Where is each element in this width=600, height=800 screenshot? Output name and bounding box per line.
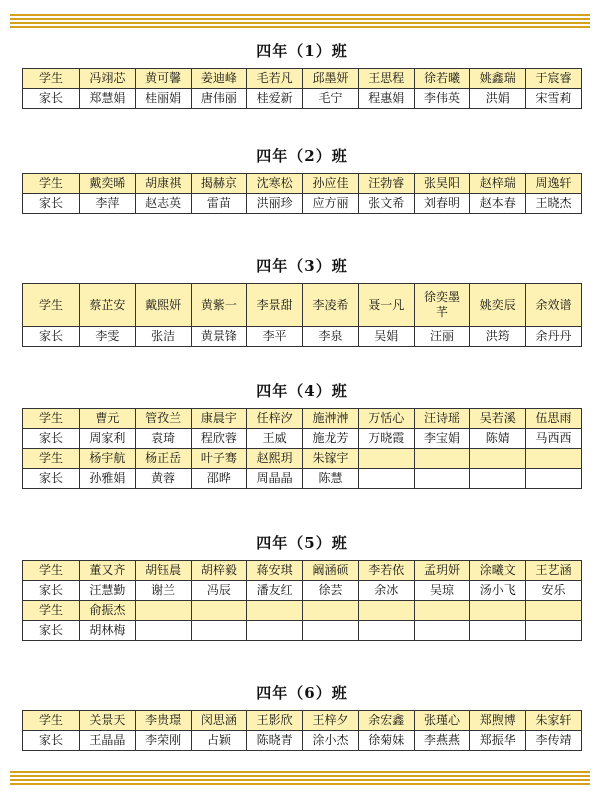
parent-row	[23, 194, 582, 214]
student-name-cell: 王思程	[358, 69, 414, 89]
parent-name-cell: 黄蓉	[135, 469, 191, 489]
student-name-cell: 李贵璟	[135, 711, 191, 731]
student-name-cell: 朱家轩	[526, 711, 582, 731]
student-name-cell: 阚涵硕	[303, 561, 359, 581]
parent-name-cell: 唐伟丽	[191, 89, 247, 109]
parent-name-cell: 吴娟	[358, 327, 414, 347]
row-label: 家长	[23, 194, 80, 214]
parent-name-cell	[526, 469, 582, 489]
student-name-cell	[470, 449, 526, 469]
parent-name-cell: 张文希	[358, 194, 414, 214]
parent-name-cell: 毛宁	[303, 89, 359, 109]
parent-name-cell: 冯辰	[191, 581, 247, 601]
parent-name-cell: 马西西	[526, 429, 582, 449]
parent-name-cell: 李泉	[303, 327, 359, 347]
parent-name-cell: 汪丽	[414, 327, 470, 347]
student-row	[23, 711, 582, 731]
parent-name-cell: 桂爱新	[247, 89, 303, 109]
parent-name-cell: 黄景锋	[191, 327, 247, 347]
student-name-cell: 戴熙妍	[135, 284, 191, 327]
parent-name-cell: 程欣蓉	[191, 429, 247, 449]
parent-name-cell	[358, 469, 414, 489]
student-name-cell	[526, 449, 582, 469]
roster-table	[22, 408, 582, 489]
parent-name-cell: 桂丽娟	[135, 89, 191, 109]
student-name-cell: 王影欣	[247, 711, 303, 731]
class-title: 四年（4）班	[256, 382, 348, 400]
student-row	[23, 449, 582, 469]
student-row	[23, 409, 582, 429]
student-name-cell: 徐若曦	[414, 69, 470, 89]
student-name-cell: 万恬心	[358, 409, 414, 429]
parent-name-cell: 袁琦	[135, 429, 191, 449]
parent-name-cell: 涂小杰	[303, 731, 359, 751]
student-name-cell: 汪诗瑶	[414, 409, 470, 429]
parent-name-cell: 程惠娟	[358, 89, 414, 109]
parent-row	[23, 731, 582, 751]
row-label: 学生	[23, 69, 80, 89]
parent-name-cell: 郑慧娟	[80, 89, 136, 109]
parent-name-cell: 占颖	[191, 731, 247, 751]
parent-name-cell	[358, 621, 414, 641]
parent-name-cell: 潘友红	[247, 581, 303, 601]
class-title: 四年（6）班	[256, 684, 348, 702]
class-section	[22, 380, 582, 489]
student-name-cell	[414, 449, 470, 469]
student-name-cell: 吴若溪	[470, 409, 526, 429]
parent-name-cell: 李荣刚	[135, 731, 191, 751]
row-label: 家长	[23, 429, 80, 449]
parent-name-cell	[414, 469, 470, 489]
parent-name-cell	[191, 621, 247, 641]
top-decorative-stripes	[10, 14, 590, 28]
student-name-cell: 姚奕辰	[470, 284, 526, 327]
parent-name-cell: 万晓霞	[358, 429, 414, 449]
parent-name-cell: 胡林梅	[80, 621, 136, 641]
row-label: 学生	[23, 711, 80, 731]
student-name-cell: 李景甜	[247, 284, 303, 327]
class-section	[22, 145, 582, 214]
parent-name-cell: 应方丽	[303, 194, 359, 214]
parent-name-cell: 余丹丹	[526, 327, 582, 347]
student-row	[23, 69, 582, 89]
parent-row	[23, 469, 582, 489]
parent-name-cell	[135, 621, 191, 641]
class-title: 四年（2）班	[256, 147, 348, 165]
parent-name-cell: 李传靖	[526, 731, 582, 751]
parent-row	[23, 327, 582, 347]
parent-name-cell: 李宝娟	[414, 429, 470, 449]
student-name-cell: 施浺浺	[303, 409, 359, 429]
parent-name-cell: 赵本春	[470, 194, 526, 214]
student-name-cell: 关景天	[80, 711, 136, 731]
parent-name-cell	[414, 621, 470, 641]
student-name-cell: 任梓汐	[247, 409, 303, 429]
row-label: 家长	[23, 89, 80, 109]
parent-name-cell: 洪娟	[470, 89, 526, 109]
parent-name-cell	[303, 621, 359, 641]
student-name-cell: 姜迪峰	[191, 69, 247, 89]
parent-name-cell: 李雯	[80, 327, 136, 347]
student-name-cell: 黄可馨	[135, 69, 191, 89]
student-name-cell: 王梓夕	[303, 711, 359, 731]
parent-name-cell: 李燕燕	[414, 731, 470, 751]
student-row	[23, 174, 582, 194]
parent-name-cell: 徐菊妹	[358, 731, 414, 751]
parent-name-cell: 周晶晶	[247, 469, 303, 489]
student-name-cell: 王艺涵	[526, 561, 582, 581]
parent-name-cell: 陈婧	[470, 429, 526, 449]
parent-name-cell: 王晶晶	[80, 731, 136, 751]
class-section	[22, 532, 582, 641]
student-name-cell: 邱墨妍	[303, 69, 359, 89]
student-name-cell: 冯翊芯	[80, 69, 136, 89]
parent-name-cell	[470, 469, 526, 489]
parent-row	[23, 581, 582, 601]
student-name-cell	[247, 601, 303, 621]
parent-name-cell: 邵晔	[191, 469, 247, 489]
row-label: 家长	[23, 327, 80, 347]
student-row	[23, 561, 582, 581]
bottom-decorative-stripes	[10, 771, 590, 785]
student-name-cell: 管孜兰	[135, 409, 191, 429]
parent-name-cell: 洪丽珍	[247, 194, 303, 214]
parent-name-cell: 安乐	[526, 581, 582, 601]
student-name-cell: 伍思雨	[526, 409, 582, 429]
class-title: 四年（3）班	[256, 257, 348, 275]
student-name-cell: 张瑾心	[414, 711, 470, 731]
student-name-cell: 胡钰晨	[135, 561, 191, 581]
student-name-cell	[358, 601, 414, 621]
parent-name-cell: 汤小飞	[470, 581, 526, 601]
student-name-cell: 闵思涵	[191, 711, 247, 731]
student-name-cell: 董又齐	[80, 561, 136, 581]
student-name-cell: 孟玥妍	[414, 561, 470, 581]
row-label: 学生	[23, 409, 80, 429]
parent-name-cell: 周家利	[80, 429, 136, 449]
student-name-cell: 李凌希	[303, 284, 359, 327]
parent-name-cell: 张洁	[135, 327, 191, 347]
student-name-cell: 聂一凡	[358, 284, 414, 327]
parent-name-cell: 李伟英	[414, 89, 470, 109]
student-name-cell: 朱镓宇	[303, 449, 359, 469]
class-section	[22, 255, 582, 347]
student-name-cell: 姚鑫瑞	[470, 69, 526, 89]
row-label: 学生	[23, 449, 80, 469]
student-name-cell: 沈寒松	[247, 174, 303, 194]
parent-name-cell	[526, 621, 582, 641]
roster-table	[22, 283, 582, 347]
parent-name-cell: 汪慧勤	[80, 581, 136, 601]
parent-name-cell	[470, 621, 526, 641]
row-label: 家长	[23, 581, 80, 601]
roster-table	[22, 173, 582, 214]
row-label: 家长	[23, 469, 80, 489]
class-title: 四年（1）班	[256, 42, 348, 60]
student-name-cell: 叶子骞	[191, 449, 247, 469]
student-name-cell: 戴奕晞	[80, 174, 136, 194]
student-name-cell: 孙应佳	[303, 174, 359, 194]
class-section	[22, 682, 582, 751]
class-title: 四年（5）班	[256, 534, 348, 552]
student-row	[23, 601, 582, 621]
parent-name-cell: 刘春明	[414, 194, 470, 214]
parent-row	[23, 621, 582, 641]
parent-name-cell: 郑振华	[470, 731, 526, 751]
row-label: 学生	[23, 561, 80, 581]
roster-table	[22, 560, 582, 641]
student-name-cell: 康晨宇	[191, 409, 247, 429]
parent-name-cell: 徐芸	[303, 581, 359, 601]
row-label: 家长	[23, 621, 80, 641]
student-name-cell: 胡梓毅	[191, 561, 247, 581]
student-name-cell: 赵梓瑞	[470, 174, 526, 194]
row-label: 家长	[23, 731, 80, 751]
row-label: 学生	[23, 284, 80, 327]
student-name-cell: 郑煦博	[470, 711, 526, 731]
parent-name-cell	[247, 621, 303, 641]
student-name-cell	[135, 601, 191, 621]
parent-row	[23, 429, 582, 449]
student-name-cell: 汪勃睿	[358, 174, 414, 194]
student-name-cell: 张昊阳	[414, 174, 470, 194]
parent-name-cell: 孙雅娟	[80, 469, 136, 489]
student-name-cell	[191, 601, 247, 621]
student-name-cell: 涂曦文	[470, 561, 526, 581]
student-name-cell: 毛若凡	[247, 69, 303, 89]
student-name-cell: 赵熙玥	[247, 449, 303, 469]
parent-name-cell: 李平	[247, 327, 303, 347]
parent-name-cell: 陈慧	[303, 469, 359, 489]
student-name-cell: 揭赫京	[191, 174, 247, 194]
roster-table	[22, 68, 582, 109]
parent-name-cell: 宋雪莉	[526, 89, 582, 109]
class-section	[22, 40, 582, 109]
parent-name-cell: 余冰	[358, 581, 414, 601]
parent-row	[23, 89, 582, 109]
parent-name-cell: 赵志英	[135, 194, 191, 214]
student-name-cell: 余效谱	[526, 284, 582, 327]
student-name-cell: 蔡芷安	[80, 284, 136, 327]
student-name-cell: 杨宇航	[80, 449, 136, 469]
student-name-cell: 曹元	[80, 409, 136, 429]
student-name-cell: 蒋安琪	[247, 561, 303, 581]
student-name-cell: 李若依	[358, 561, 414, 581]
student-name-cell: 杨正岳	[135, 449, 191, 469]
student-name-cell: 黄紫一	[191, 284, 247, 327]
parent-name-cell: 李萍	[80, 194, 136, 214]
student-name-cell: 俞振杰	[80, 601, 136, 621]
parent-name-cell: 洪筠	[470, 327, 526, 347]
parent-name-cell: 谢兰	[135, 581, 191, 601]
student-name-cell: 胡康祺	[135, 174, 191, 194]
student-name-cell	[303, 601, 359, 621]
parent-name-cell: 施龙芳	[303, 429, 359, 449]
student-name-cell	[414, 601, 470, 621]
student-name-cell: 徐奕墨芊	[414, 284, 470, 327]
student-row	[23, 284, 582, 327]
parent-name-cell: 王晓杰	[526, 194, 582, 214]
student-name-cell: 余宏鑫	[358, 711, 414, 731]
parent-name-cell: 陈晓青	[247, 731, 303, 751]
student-name-cell	[470, 601, 526, 621]
roster-table	[22, 710, 582, 751]
parent-name-cell: 吴琼	[414, 581, 470, 601]
row-label: 学生	[23, 174, 80, 194]
student-name-cell	[358, 449, 414, 469]
row-label: 学生	[23, 601, 80, 621]
parent-name-cell: 王威	[247, 429, 303, 449]
student-name-cell: 于宸睿	[526, 69, 582, 89]
student-name-cell: 周逸轩	[526, 174, 582, 194]
parent-name-cell: 雷苗	[191, 194, 247, 214]
student-name-cell	[526, 601, 582, 621]
